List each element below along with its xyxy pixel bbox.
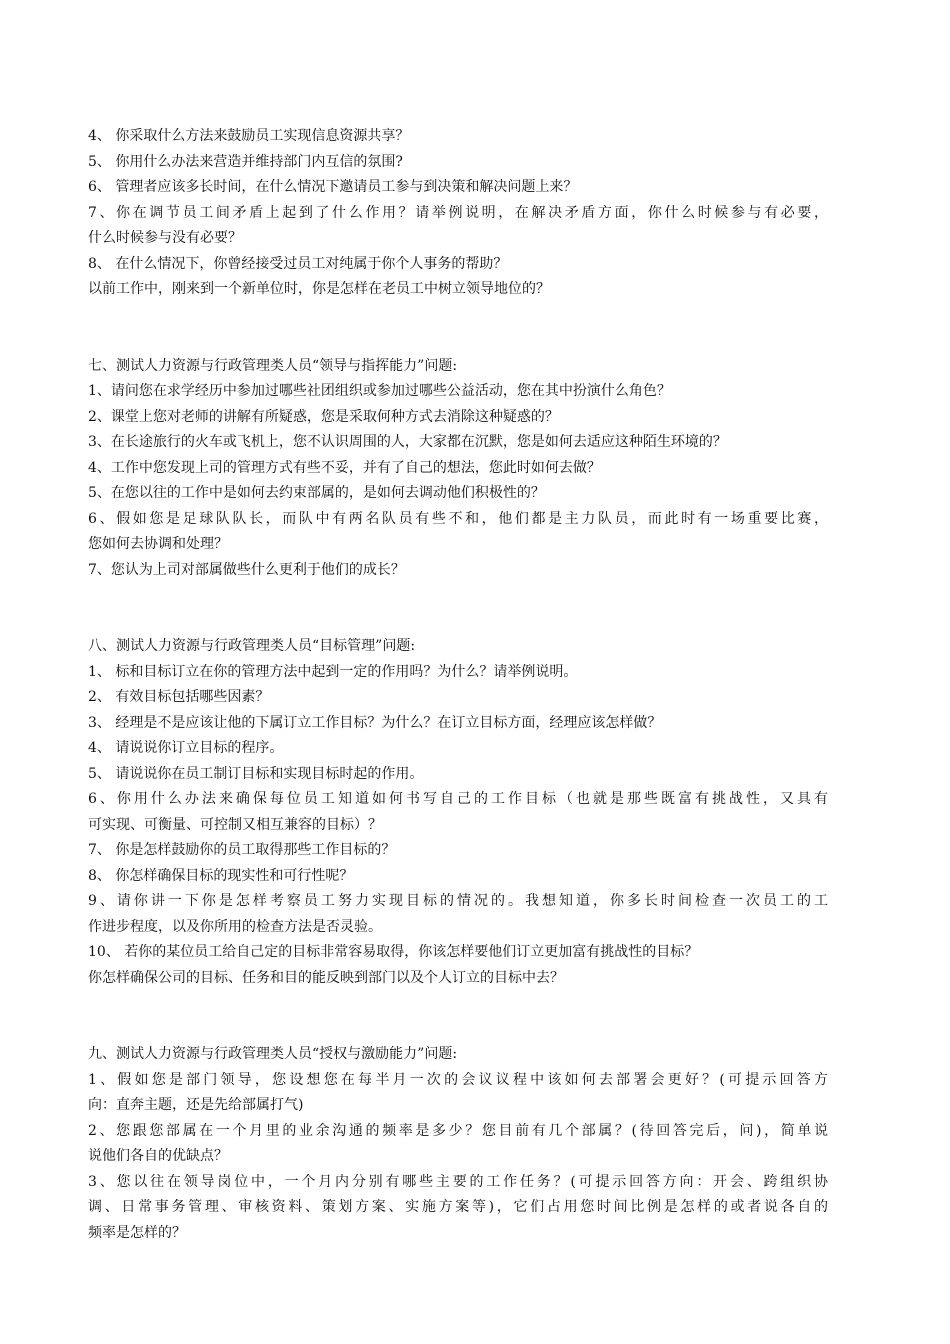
section-title: 八、测试人力资源与行政管理类人员“目标管理”问题: <box>88 638 416 654</box>
question-line: 6、假如您是足球队队长，而队中有两名队员有些不和，他们都是主力队员，而此时有一场重要比赛， <box>88 510 828 527</box>
question-line: 7、你在调节员工间矛盾上起到了什么作用？请举例说明，在解决矛盾方面，你什么时候参与有必要， <box>88 204 828 221</box>
question-line: 3、 经理是不是应该让他的下属订立工作目标？为什么？在订立目标方面，经理应该怎样做？ <box>88 714 662 731</box>
question-line: 5、在您以往的工作中是如何去约束部属的，是如何去调动他们积极性的？ <box>88 485 545 501</box>
document-page <box>88 124 828 1246</box>
question-line: 5、 你用什么办法来营造并维持部门内互信的氛围? <box>88 153 403 170</box>
question-line: 2、 有效目标包括哪些因素？ <box>88 689 270 705</box>
question-line: 9、请你讲一下你是怎样考察员工努力实现目标的情况的。我想知道，你多长时间检查一次员工的工 <box>88 893 828 909</box>
question-line: 频率是怎样的？ <box>88 1224 186 1241</box>
question-line: 8、 你怎样确保目标的现实性和可行性呢？ <box>88 867 354 884</box>
question-line: 以前工作中，刚来到一个新单位时，你是怎样在老员工中树立领导地位的？ <box>88 281 550 297</box>
question-line: 3、在长途旅行的火车或飞机上，您不认识周围的人，大家都在沉默，您是如何去适应这种陌生环境的？ <box>88 434 727 450</box>
question-line: 4、工作中您发现上司的管理方式有些不妥，并有了自己的想法，您此时如何去做？ <box>88 459 601 476</box>
question-line: 你怎样确保公司的目标、任务和目的能反映到部门以及个人订立的目标中去？ <box>88 969 564 986</box>
question-line: 6、 管理者应该多长时间，在什么情况下邀请员工参与到决策和解决问题上来？ <box>88 179 578 195</box>
question-line: 2、您跟您部属在一个月里的业余沟通的频率是多少？您目前有几个部属？(待回答完后，问)，简单说 <box>88 1122 828 1139</box>
question-line: 向：直奔主题，还是先给部属打气) <box>88 1097 304 1113</box>
question-line: 作进步程度，以及你所用的检查方法是否灵验。 <box>88 918 382 935</box>
question-line: 调、日常事务管理、审核资料、策划方案、实施方案等)，它们占用您时间比例是怎样的或者说各自的 <box>88 1199 828 1215</box>
question-line: 10、 若你的某位员工给自己定的目标非常容易取得，你该怎样要他们订立更加富有挑战性的目标？ <box>88 944 699 960</box>
question-line: 1、 标和目标订立在你的管理方法中起到一定的作用吗？为什么？请举例说明。 <box>88 663 578 680</box>
question-line: 可实现、可衡量、可控制又相互兼容的目标）？ <box>88 816 382 833</box>
section-title: 七、测试人力资源与行政管理类人员“领导与指挥能力”问题: <box>88 357 458 374</box>
section-goal-management <box>88 634 828 991</box>
question-line: 4、 你采取什么方法来鼓励员工实现信息资源共享？ <box>88 128 410 144</box>
question-line: 您如何去协调和处理？ <box>88 536 228 552</box>
question-line: 说他们各自的优缺点？ <box>88 1148 228 1164</box>
question-line: 4、 请说说你订立目标的程序。 <box>88 740 284 756</box>
question-line: 1、假如您是部门领导，您设想您在每半月一次的会议议程中该如何去部署会更好？(可提示回答方 <box>88 1071 828 1088</box>
section-spacer <box>88 991 828 1042</box>
question-line: 7、 你是怎样鼓励你的员工取得那些工作目标的？ <box>88 842 396 858</box>
section-spacer <box>88 583 828 634</box>
section-title: 九、测试人力资源与行政管理类人员“授权与激励能力”问题: <box>88 1046 458 1062</box>
question-line: 3、您以往在领导岗位中，一个月内分别有哪些主要的工作任务？(可提示回答方向：开会、跨组织协 <box>88 1173 828 1190</box>
question-line: 7、您认为上司对部属做些什么更利于他们的成长？ <box>88 561 405 578</box>
question-line: 6、你用什么办法来确保每位员工知道如何书写自己的工作目标（也就是那些既富有挑战性，又具有 <box>88 791 828 807</box>
question-line: 5、 请说说你在员工制订目标和实现目标时起的作用。 <box>88 765 424 782</box>
question-block-leadership-continued <box>88 124 828 303</box>
section-delegation-motivation <box>88 1042 828 1246</box>
question-line: 1、请问您在求学经历中参加过哪些社团组织或参加过哪些公益活动，您在其中扮演什么角色？ <box>88 383 671 399</box>
section-spacer <box>88 303 828 354</box>
section-leadership-command <box>88 354 828 584</box>
question-line: 什么时候参与没有必要？ <box>88 230 242 246</box>
question-line: 2、课堂上您对老师的讲解有所疑惑，您是采取何种方式去消除这种疑惑的？ <box>88 408 559 425</box>
question-line: 8、 在什么情况下，你曾经接受过员工对纯属于你个人事务的帮助？ <box>88 255 508 272</box>
